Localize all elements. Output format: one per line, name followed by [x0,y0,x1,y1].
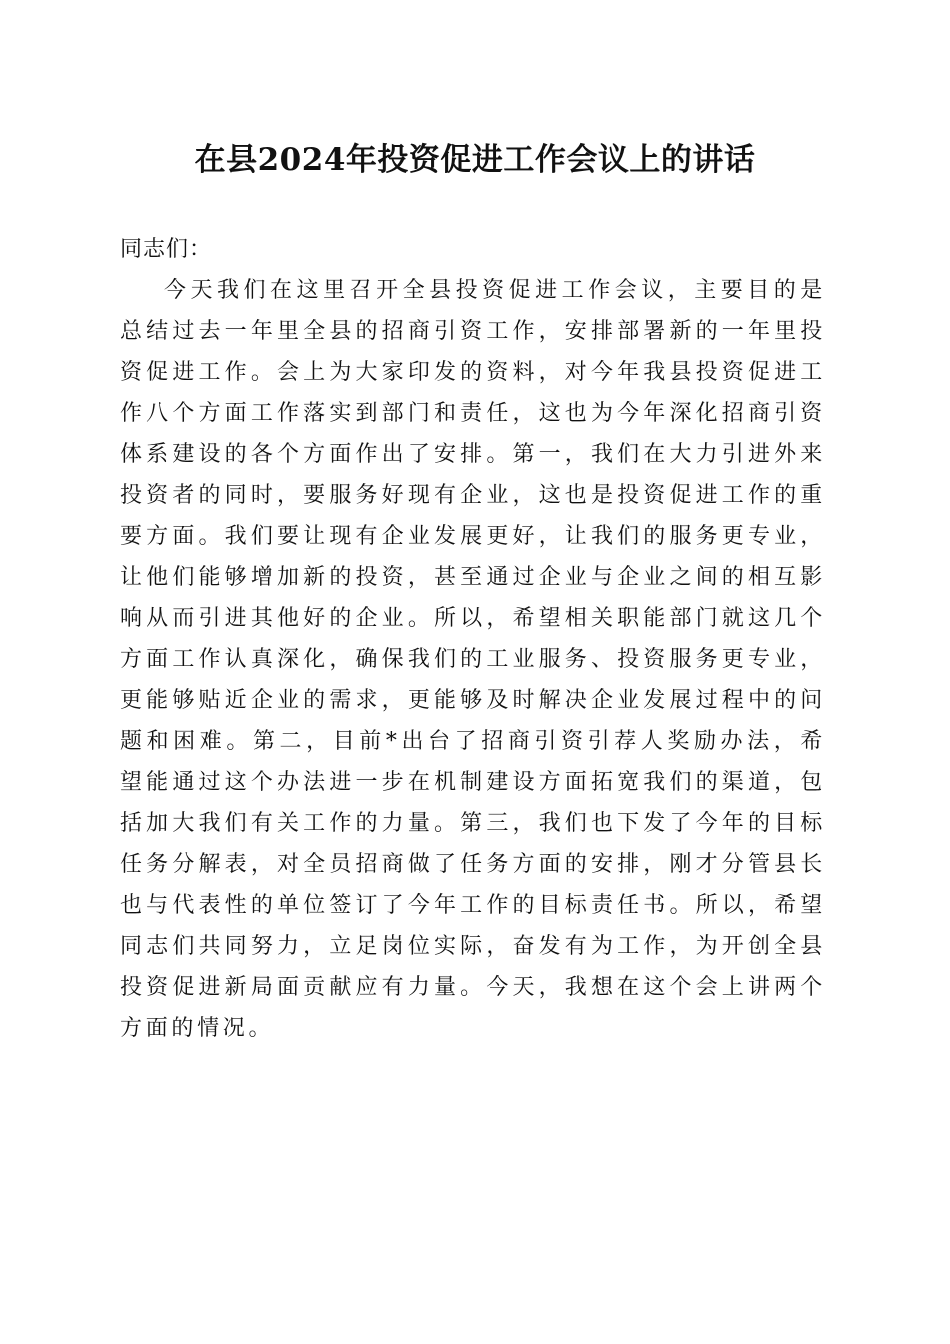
salutation: 同志们： [120,237,213,262]
body-paragraph: 今天我们在这里召开全县投资促进工作会议，主要目的是总结过去一年里全县的招商引资工作，安排部署新的一年里投资促进工作。会上为大家印发的资料，对今年我县投资促进工作八个方面工作落实到部门和责任，这也为今年深化招商引资体系建设的各个方面作出了安排。第一，我们在大力引进外来投资者的同时，要服务好现有企业，这也是投资促进工作的重要方面。我们要让现有企业发展更好，让我们的服务更专业，让他们能够增加新的投资，甚至通过企业与企业之间的相互影响从而引进其他好的企业。所以，希望相关职能部门就这几个方面工作认真深化，确保我们的工业服务、投资服务更专业，更能够贴近企业的需求，更能够及时解决企业发展过程中的问题和困难。第二，目前*出台了招商引资引荐人奖励办法，希望能通过这个办法进一步在机制建设方面拓宽我们的渠道，包括加大我们有关工作的力量。第三，我们也下发了今年的目标任务分解表，对全员招商做了任务方面的安排，刚才分管县长也与代表性的单位签订了今年工作的目标责任书。所以，希望同志们共同努力，立足岗位实际，奋发有为工作，为开创全县投资促进新局面贡献应有力量。今天，我想在这个会上讲两个方面的情况。 [120,278,826,1041]
document-title: 在县2024年投资促进工作会议上的讲话 [194,142,756,178]
document-body [120,229,826,1049]
